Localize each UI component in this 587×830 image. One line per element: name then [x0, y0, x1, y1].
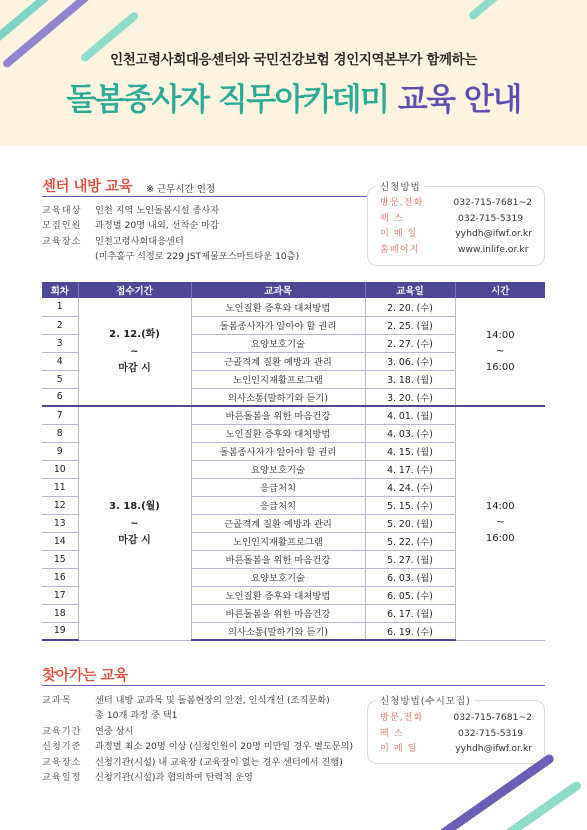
- info-value: 연중 상시: [95, 725, 134, 737]
- session-number: 19: [42, 622, 78, 640]
- apply-key: 팩 스: [380, 212, 404, 224]
- course-date: 4. 24. (수): [365, 478, 455, 496]
- course-date: 5. 27. (월): [365, 550, 455, 568]
- session-number: 18: [42, 604, 78, 622]
- column-header: 회차: [42, 282, 78, 298]
- course-name: 요양보호기술: [191, 568, 365, 586]
- page-title: [0, 74, 587, 119]
- course-date: 5. 15. (수): [365, 496, 455, 514]
- session-number: 8: [42, 424, 78, 442]
- info-label: 교육일정: [42, 772, 82, 784]
- info-value: 신청기관(시설)과 협의하여 탄력적 운영: [95, 772, 253, 784]
- course-date: 2. 20. (수): [365, 298, 455, 316]
- apply-key: 방문,전화: [380, 712, 424, 723]
- course-date: 4. 17. (수): [365, 460, 455, 478]
- table-row: [42, 406, 545, 424]
- session-number: 4: [42, 352, 78, 370]
- info-value: 센터 내방 교과목 및 돌봄현장의 안전, 인식개선 (조직문화): [95, 695, 330, 706]
- info-label: 모집인원: [42, 220, 82, 232]
- course-name: 바른돌봄을 위한 마음건강: [191, 604, 365, 622]
- course-name: 요양보호기술: [191, 460, 365, 478]
- column-header: 접수기간: [78, 282, 191, 298]
- info-value: 신청기관(시설) 내 교육장 (교육장이 없는 경우 센터에서 진행): [95, 756, 343, 768]
- header-subtitle: 인천고령사회대응센터와 국민건강보험 경인지역본부가 함께하는: [110, 52, 477, 68]
- session-number: 3: [42, 334, 78, 352]
- time-start: 14:00: [485, 329, 515, 341]
- course-date: 2. 25. (월): [365, 316, 455, 334]
- info-value: 과정별 20명 내외, 선착순 마감: [95, 220, 219, 232]
- course-date: 3. 06. (수): [365, 352, 455, 370]
- session-number: 1: [42, 298, 78, 316]
- course-date: 3. 18. (월): [365, 370, 455, 388]
- period-start: 2. 12.(화): [109, 329, 160, 340]
- info-label: 신청기준: [42, 741, 82, 753]
- apply-key: 방문,전화: [380, 197, 424, 208]
- section-divider: [42, 685, 545, 686]
- table-header-row: [42, 282, 545, 298]
- time-end: 16:00: [485, 361, 515, 373]
- email-link[interactable]: yyhdh@ifwf.or.kr: [455, 743, 532, 755]
- course-name: 노인질환 증후와 대처방법: [191, 298, 365, 316]
- info-row: [42, 218, 299, 233]
- apply-row: [380, 710, 532, 726]
- schedule-table: [42, 282, 545, 641]
- info-row: [42, 203, 299, 218]
- apply-row: [380, 242, 532, 258]
- time-end: 16:00: [485, 533, 515, 545]
- class-time: [455, 406, 545, 640]
- session-number: 10: [42, 460, 78, 478]
- session-number: 6: [42, 388, 78, 406]
- course-date: 6. 05. (수): [365, 586, 455, 604]
- session-number: 5: [42, 370, 78, 388]
- session-number: 12: [42, 496, 78, 514]
- fax-number: 032-715-5319: [458, 212, 524, 224]
- session-number: 9: [42, 442, 78, 460]
- section-title-outreach: 찾아가는 교육: [42, 668, 128, 684]
- info-row: [42, 724, 353, 739]
- course-date: 6. 19. (수): [365, 622, 455, 640]
- period-tilde: ~: [130, 346, 139, 357]
- section-title-internal: 센터 내방 교육: [42, 179, 133, 195]
- session-number: 14: [42, 532, 78, 550]
- apply-key: 이 메 일: [380, 228, 418, 240]
- info-label: [42, 708, 95, 723]
- info-row: [42, 234, 299, 249]
- info-label: 교육대상: [42, 205, 82, 216]
- apply-row: [380, 741, 532, 757]
- class-time: [455, 298, 545, 406]
- apply-key: 팩 스: [380, 727, 404, 739]
- session-number: 2: [42, 316, 78, 334]
- period-start: 3. 18.(월): [109, 500, 160, 512]
- apply-row: [380, 195, 532, 211]
- course-date: 5. 22. (수): [365, 532, 455, 550]
- apply-row: [380, 211, 532, 227]
- session-number: 13: [42, 514, 78, 532]
- apply-method-title: 신청방법: [376, 179, 425, 193]
- course-name: 의사소통(말하기와 듣기): [191, 388, 365, 406]
- time-tilde: ~: [496, 345, 505, 357]
- course-date: 4. 15. (월): [365, 442, 455, 460]
- phone-number[interactable]: 032-715-7681~2: [453, 712, 532, 723]
- course-name: 근골격계 질환 예방과 관리: [191, 514, 365, 532]
- page-title-highlight: 교육 안내: [397, 82, 521, 118]
- header-banner: [0, 0, 587, 146]
- course-name: 노인인지재활프로그램: [191, 370, 365, 388]
- course-name: 노인질환 증후와 대처방법: [191, 424, 365, 442]
- fax-number: 032-715-5319: [458, 727, 524, 739]
- time-start: 14:00: [485, 501, 515, 513]
- course-name: 의사소통(말하기와 듣기): [191, 622, 365, 640]
- info-row: [42, 755, 353, 770]
- session-number: 7: [42, 406, 78, 424]
- course-name: 노인질환 증후와 대처방법: [191, 586, 365, 604]
- course-name: 근골격계 질환 예방과 관리: [191, 352, 365, 370]
- column-header: 시간: [455, 282, 545, 298]
- registration-period: [78, 406, 191, 640]
- info-label: 교과목: [42, 695, 72, 706]
- session-number: 15: [42, 550, 78, 568]
- info-label: [42, 249, 95, 264]
- internal-info: [42, 203, 299, 265]
- homepage-link[interactable]: www.inlife.or.kr: [458, 243, 529, 255]
- course-name: 요양보호기술: [191, 334, 365, 352]
- apply-key: 이 메 일: [380, 743, 418, 755]
- work-hours-note: ※ 근무시간 인정: [146, 184, 216, 195]
- info-row: [42, 770, 353, 785]
- info-row: [42, 249, 299, 264]
- session-number: 11: [42, 478, 78, 496]
- course-date: 6. 03. (월): [365, 568, 455, 586]
- column-header: 교육일: [365, 282, 455, 298]
- course-date: 4. 01. (월): [365, 406, 455, 424]
- info-value: 인천고령사회대응센터: [95, 235, 184, 247]
- period-end: 마감 시: [118, 363, 151, 374]
- info-label: 교육장소: [42, 756, 82, 768]
- info-label: 교육기간: [42, 725, 82, 737]
- decor-stripe: [467, 0, 541, 21]
- email-link[interactable]: yyhdh@ifwf.or.kr: [455, 228, 532, 240]
- info-row: [42, 708, 353, 723]
- outreach-info: [42, 693, 353, 785]
- course-name: 응급처치: [191, 496, 365, 514]
- info-row: [42, 739, 353, 754]
- course-date: 5. 20. (월): [365, 514, 455, 532]
- info-value: 인천 지역 노인돌봄시설 종사자: [95, 205, 220, 216]
- course-name: 바른돌봄을 위한 마음건강: [191, 550, 365, 568]
- apply-key: 홈페이지: [380, 243, 420, 255]
- course-date: 2. 27. (수): [365, 334, 455, 352]
- apply-method-box: [367, 186, 545, 266]
- column-header: 교과목: [191, 282, 365, 298]
- course-name: 응급처치: [191, 478, 365, 496]
- course-name: 바른돌봄을 위한 마음건강: [191, 406, 365, 424]
- period-tilde: ~: [130, 517, 139, 529]
- phone-number[interactable]: 032-715-7681~2: [453, 197, 532, 208]
- apply-row: [380, 226, 532, 242]
- course-name: 노인인지재활프로그램: [191, 532, 365, 550]
- period-end: 마감 시: [118, 534, 151, 546]
- course-name: 돌봄종사자가 알아야 할 권리: [191, 442, 365, 460]
- course-date: 6. 17. (월): [365, 604, 455, 622]
- info-value: 총 10개 과정 중 택1: [95, 710, 178, 722]
- course-date: 3. 20. (수): [365, 388, 455, 406]
- apply-row: [380, 726, 532, 742]
- session-number: 17: [42, 586, 78, 604]
- info-row: [42, 693, 353, 708]
- outreach-apply-title: 신청방법(수시모집): [376, 693, 475, 707]
- time-tilde: ~: [496, 517, 505, 529]
- course-date: 4. 03. (수): [365, 424, 455, 442]
- table-row: [42, 298, 545, 316]
- info-value: 과정별 최소 20명 이상 (신청인원이 20명 미만일 경우 별도문의): [95, 741, 354, 753]
- page-title-main: 돌봄종사자 직무아카데미: [66, 82, 398, 118]
- course-name: 돌봄종사자가 알아야 할 권리: [191, 316, 365, 334]
- registration-period: [78, 298, 191, 406]
- info-label: 교육장소: [42, 235, 82, 247]
- session-number: 16: [42, 568, 78, 586]
- info-value: (미추홀구 석정로 229 JST제물포스마트타운 10층): [95, 251, 300, 263]
- outreach-apply-box: [367, 700, 545, 764]
